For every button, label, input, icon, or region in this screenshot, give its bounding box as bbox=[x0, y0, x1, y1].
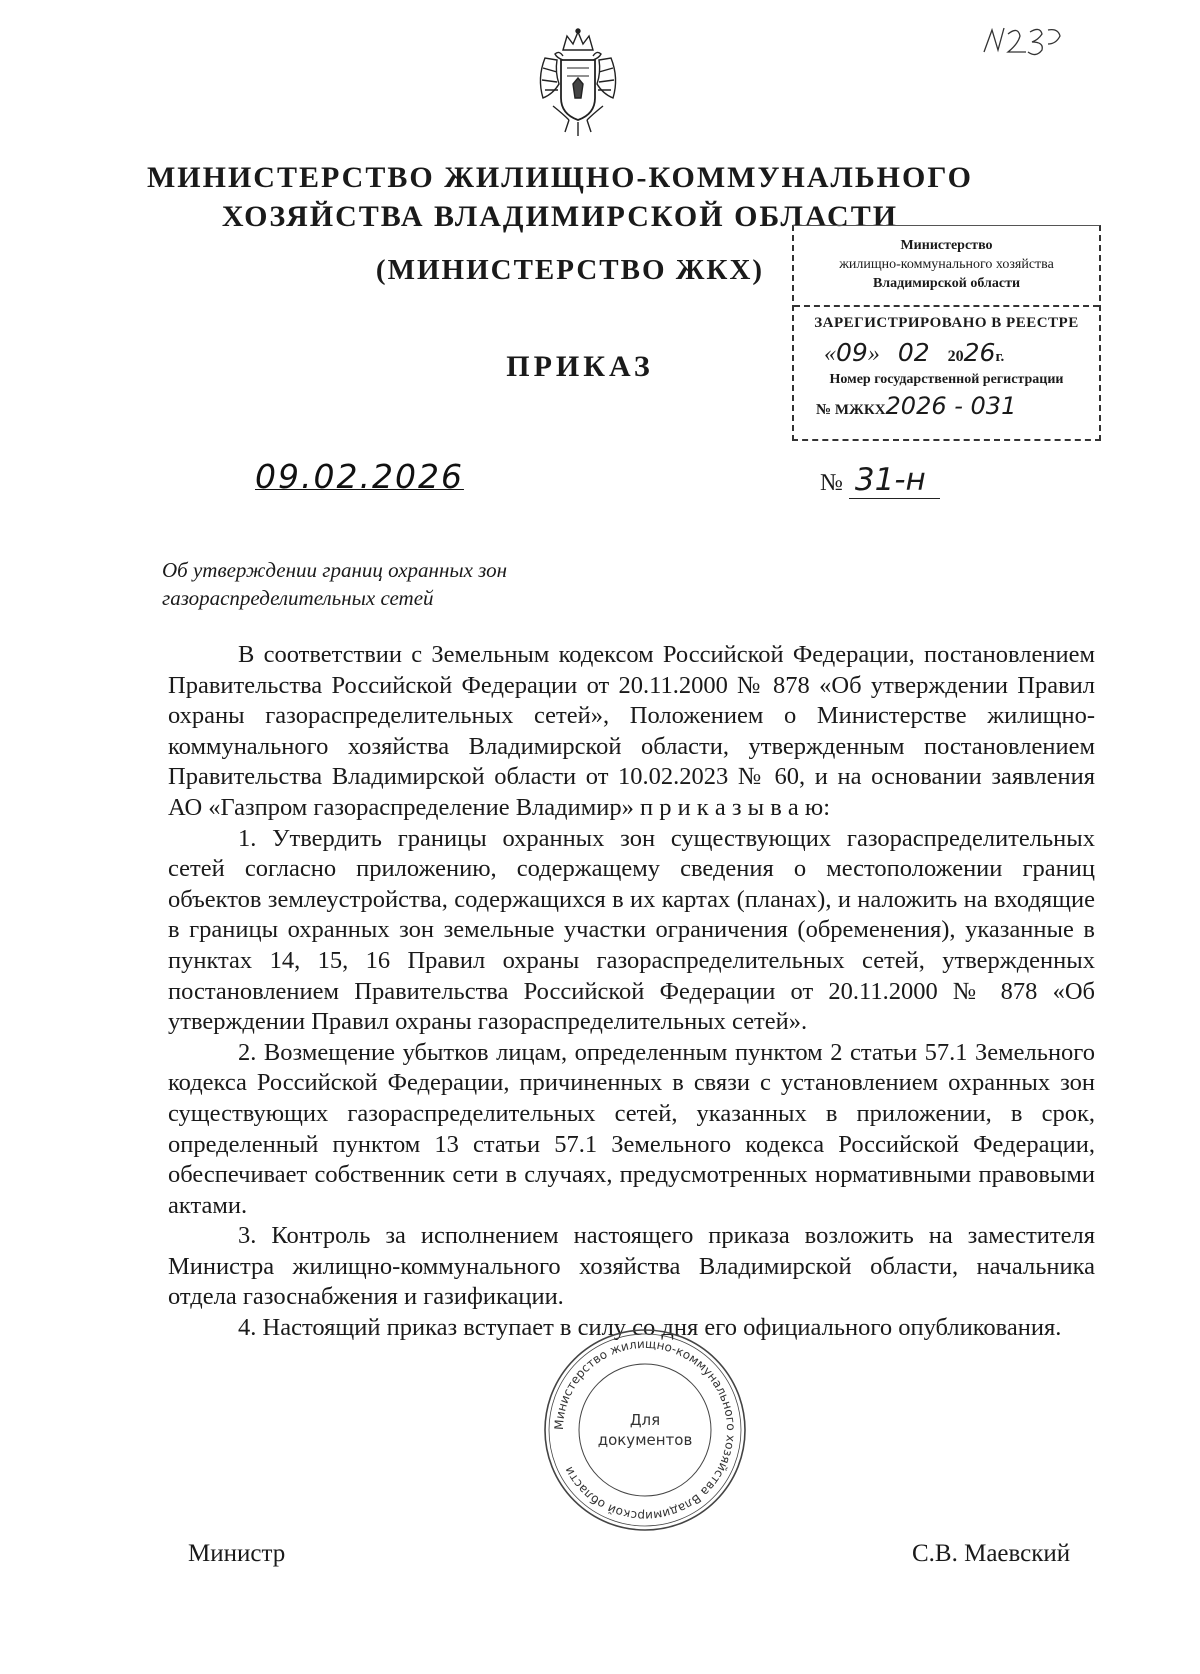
stamp-registration-number-label: Номер государственной регистрации bbox=[829, 372, 1064, 387]
seal-center-line2: документов bbox=[597, 1431, 693, 1449]
order-number-value: 31-н bbox=[849, 462, 940, 499]
seal-center-line1: Для bbox=[629, 1411, 661, 1429]
order-date: 09.02.2026 bbox=[255, 457, 464, 496]
preamble-paragraph: В соответствии с Земельным кодексом Российской Федерации, постановлением Правительства Российской Федерации от 20.11.2000 № 878 «Об утверждении Правил охраны газораспределительных сетей», Положением о Министерстве жилищно-коммунального хозяйства Владимирской области, утвержденным постановлением Правительства Владимирской области от 10.02.2023 № 60, и на основании заявления АО «Газпром газораспределение Владимир» п р и к а з ы в а ю: bbox=[168, 641, 1095, 821]
registration-stamp-org bbox=[794, 236, 1099, 293]
round-seal-stamp bbox=[540, 1325, 750, 1535]
signer-title: Министр bbox=[188, 1540, 286, 1567]
stamp-date-open-quote: « bbox=[824, 341, 836, 367]
registration-stamp bbox=[792, 225, 1101, 441]
stamp-date-year-prefix: 20 bbox=[947, 348, 964, 365]
stamp-org-line1: Министерство bbox=[900, 238, 993, 253]
stamp-registration-number bbox=[794, 392, 1099, 420]
seal-ring-text: Министерство жилищно-коммунального хозяйства Владимирской области bbox=[551, 1336, 739, 1524]
item-4-paragraph: 4. Настоящий приказ вступает в силу со дня его официального опубликования. bbox=[238, 1314, 1062, 1342]
stamp-org-line2: жилищно-коммунального хозяйства bbox=[839, 257, 1054, 272]
stamp-reg-number: 2026 - 031 bbox=[885, 392, 1017, 420]
stamp-registration-date bbox=[824, 338, 1099, 368]
item-3-paragraph: 3. Контроль за исполнением настоящего приказа возложить на заместителя Министра жилищно-коммунального хозяйства Владимирской области, начальника отдела газоснабжения и газификации. bbox=[168, 1222, 1095, 1311]
ministry-name-line1: МИНИСТЕРСТВО ЖИЛИЩНО-КОММУНАЛЬНОГО bbox=[146, 161, 974, 194]
stamp-org-line3: Владимирской области bbox=[872, 276, 1021, 291]
item-1-paragraph: 1. Утвердить границы охранных зон существующих газораспределительных сетей согласно приложению, содержащему сведения о местоположении границ объектов землеустройства, содержащихся в их картах (планах), и наложить на входящие в границы охранных зон земельные участки ограничения (обременения), указанные в пунктах 14, 15, 16 Правил охраны газораспределительных сетей, утвержденных постановлением Правительства Российской Федерации от 20.11.2000 № 878 «Об утверждении Правил охраны газораспределительных сетей». bbox=[168, 824, 1095, 1036]
stamp-date-year-unit: г. bbox=[995, 349, 1005, 365]
stamp-date-close-quote: » bbox=[867, 341, 880, 367]
item-2-paragraph: 2. Возмещение убытков лицам, определенным пунктом 2 статьи 57.1 Земельного кодекса Российской Федерации, причиненных в связи с установлением охранных зон существующих газораспределительных сетей, указанных в приложении, в срок, определенный пунктом 13 статьи 57.1 Земельного кодекса Российской Федерации, обеспечивает собственник сети в случаях, предусмотренных нормативными правовыми актами. bbox=[168, 1038, 1095, 1219]
document-type-title: ПРИКАЗ bbox=[506, 350, 654, 383]
stamp-reg-prefix: № МЖКХ bbox=[816, 402, 886, 418]
corner-handwritten-mark bbox=[978, 22, 1068, 62]
signer-name: С.В. Маевский bbox=[912, 1540, 1071, 1567]
coat-of-arms-emblem bbox=[533, 28, 623, 138]
order-number bbox=[820, 462, 940, 498]
stamp-divider bbox=[794, 305, 1099, 307]
order-body bbox=[168, 640, 1095, 1344]
ministry-short-name: (МИНИСТЕРСТВО ЖКХ) bbox=[375, 254, 765, 286]
subject-line2: газораспределительных сетей bbox=[162, 586, 434, 610]
stamp-date-year-suffix: 26 bbox=[963, 338, 996, 367]
order-subject bbox=[162, 556, 632, 612]
stamp-registered-label: ЗАРЕГИСТРИРОВАНО В РЕЕСТРЕ bbox=[814, 315, 1079, 331]
stamp-date-month: 02 bbox=[897, 338, 930, 367]
subject-line1: Об утверждении границ охранных зон bbox=[162, 558, 508, 582]
stamp-date-day: 09 bbox=[836, 338, 868, 367]
order-number-label: № bbox=[820, 470, 843, 496]
ministry-name-line2: ХОЗЯЙСТВА ВЛАДИМИРСКОЙ ОБЛАСТИ bbox=[221, 200, 899, 233]
